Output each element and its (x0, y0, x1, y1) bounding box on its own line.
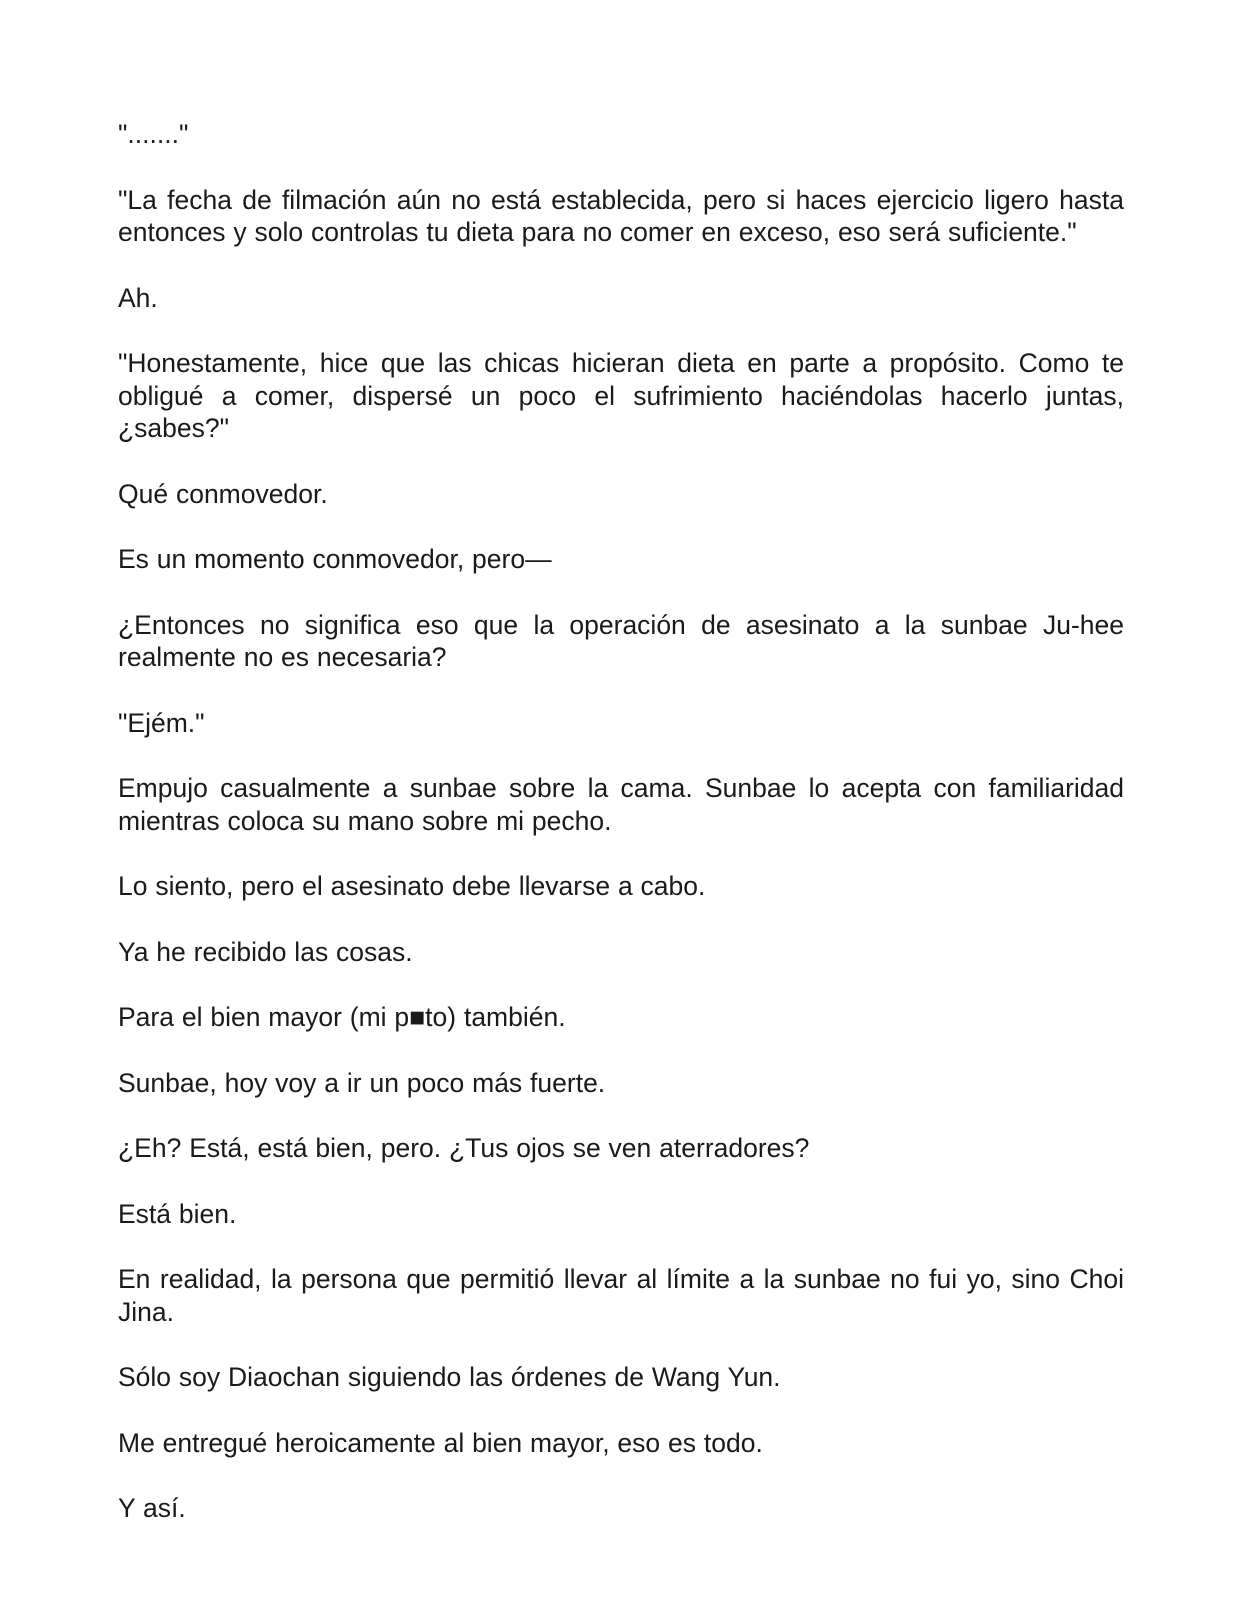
paragraph-and-so: Y así. (118, 1493, 186, 1523)
paragraph-ahem: "Ejém." (118, 707, 205, 738)
paragraph-heroically: Me entregué heroicamente al bien mayor, eso es todo. (118, 1427, 763, 1458)
paragraph-honestly: "Honestamente, hice que las chicas hicieran dieta en parte a propósito. Como te obligué a comer, dispersé un poco el sufrimiento haciéndolas hacerlo juntas, ¿sabes?" (118, 348, 1124, 443)
paragraph-assassination-question: ¿Entonces no significa eso que la operación de asesinato a la sunbae Ju-hee realmente no es necesaria? (118, 609, 1124, 672)
paragraph-sorry: Lo siento, pero el asesinato debe llevarse a cabo. (118, 871, 706, 901)
paragraph-ah: Ah. (118, 282, 158, 313)
paragraph-push-bed: Empujo casualmente a sunbae sobre la cama. Sunbae lo acepta con familiaridad mientras coloca su mano sobre mi pecho. (118, 773, 1124, 836)
paragraph-choi-jina: En realidad, la persona que permitió llevar al límite a la sunbae no fui yo, sino Choi Jina. (118, 1264, 1124, 1327)
paragraph-received: Ya he recibido las cosas. (118, 936, 413, 967)
paragraph-stronger: Sunbae, hoy voy a ir un poco más fuerte. (118, 1067, 606, 1098)
paragraph-greater-good: Para el bien mayor (mi p■to) también. (118, 1002, 566, 1032)
paragraph-eyes: ¿Eh? Está, está bien, pero. ¿Tus ojos se ven aterradores? (118, 1133, 810, 1163)
paragraph-ellipsis: "......." (118, 119, 189, 149)
paragraph-okay: Está bien. (118, 1198, 237, 1229)
paragraph-touching-moment: Es un momento conmovedor, pero— (118, 544, 552, 574)
paragraph-filming-date: "La fecha de filmación aún no está establecida, pero si haces ejercicio ligero hasta entonces y solo controlas tu dieta para no comer en exceso, eso será suficiente." (118, 184, 1124, 247)
paragraph-diaochan: Sólo soy Diaochan siguiendo las órdenes de Wang Yun. (118, 1362, 781, 1392)
paragraph-touching: Qué conmovedor. (118, 478, 328, 509)
document-body (118, 118, 1124, 1558)
